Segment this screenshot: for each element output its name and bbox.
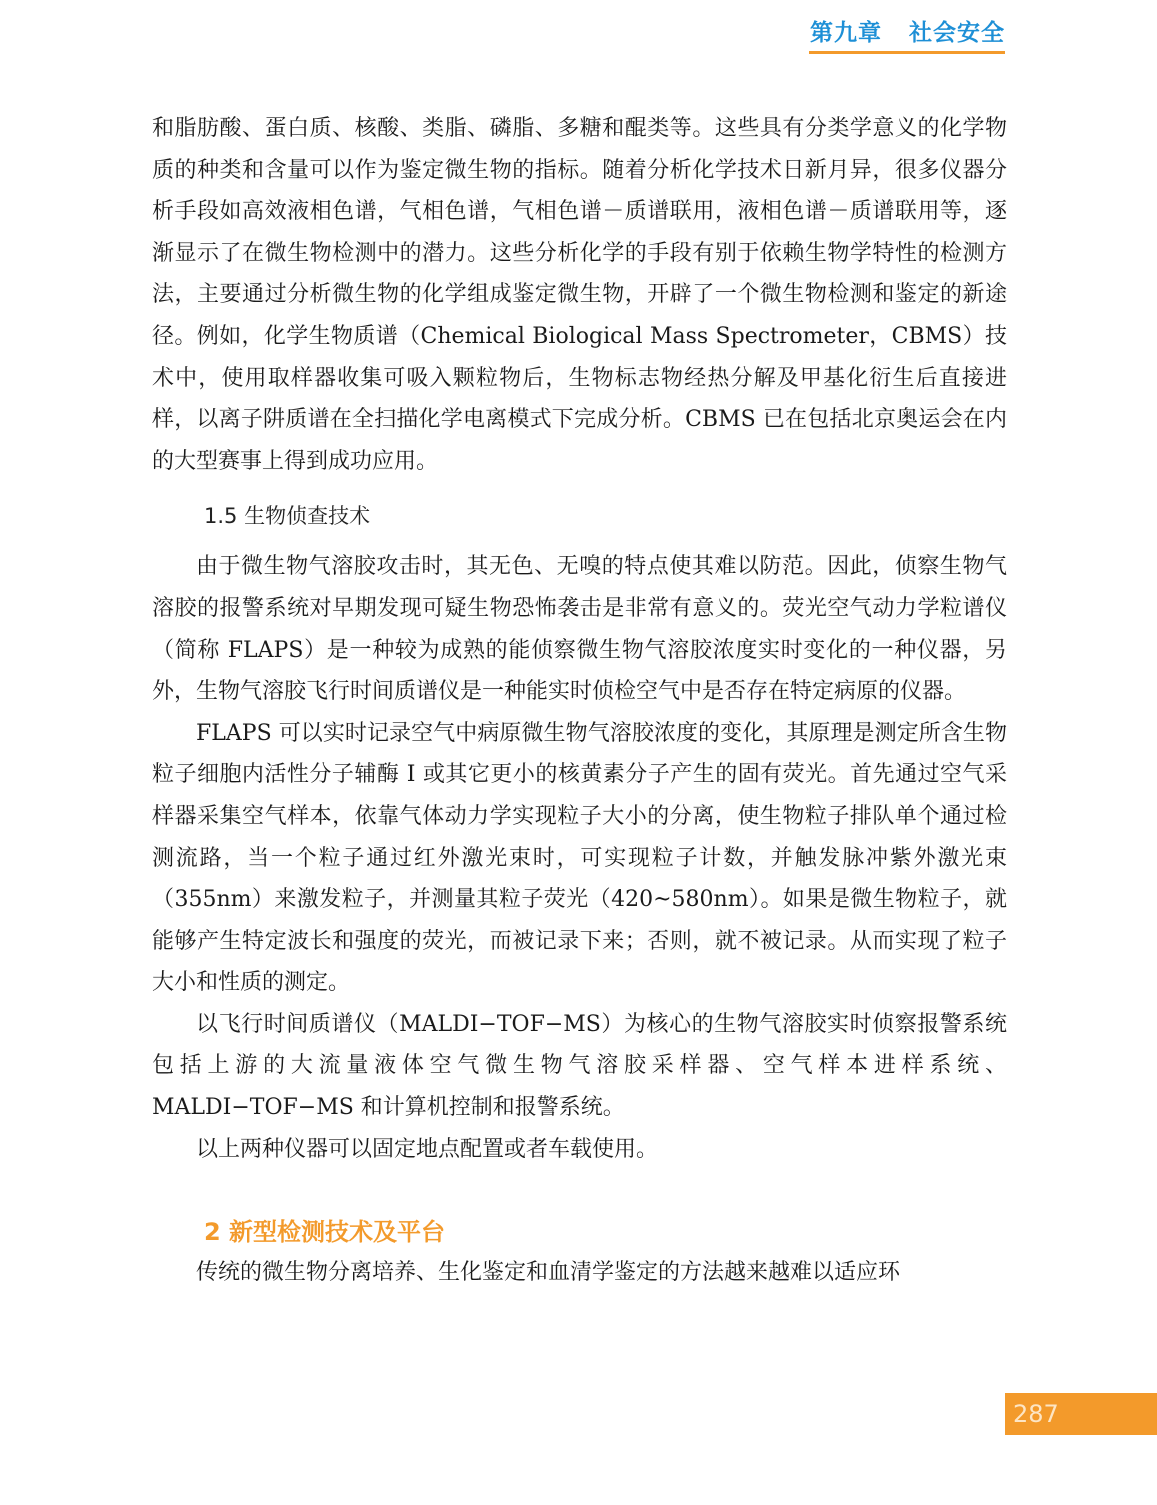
paragraph-bio-detection: 由于微生物气溶胶攻击时，其无色、无嗅的特点使其难以防范。因此，侦察生物气溶胶的报警系统对早期发现可疑生物恐怖袭击是非常有意义的。荧光空气动力学粒谱仪（简称 FLAPS）是一种较为成熟的能侦察微生物气溶胶浓度实时变化的一种仪器，另外，生物气溶胶飞行时间质谱仪是一种能实时侦检空气中是否存在特定病原的仪器。 bbox=[152, 554, 1007, 705]
chapter-number: 第九章 bbox=[809, 20, 882, 46]
subsection-heading: 1.5 生物侦查技术 bbox=[204, 504, 371, 529]
page-body bbox=[152, 108, 1007, 1294]
paragraph-deployment: 以上两种仪器可以固定地点配置或者车载使用。 bbox=[196, 1136, 659, 1162]
header-underline bbox=[809, 51, 1005, 54]
paragraph-new-section: 传统的微生物分离培养、生化鉴定和血清学鉴定的方法越来越难以适应环 bbox=[196, 1260, 901, 1286]
section-heading: 2 新型检测技术及平台 bbox=[204, 1218, 446, 1247]
chapter-header-title bbox=[809, 14, 1005, 47]
chapter-title: 社会安全 bbox=[909, 20, 1005, 46]
page-number-tab: 287 bbox=[1005, 1393, 1157, 1435]
paragraph-continued: 和脂肪酸、蛋白质、核酸、类脂、磷脂、多糖和醌类等。这些具有分类学意义的化学物质的种类和含量可以作为鉴定微生物的指标。随着分析化学技术日新月异，很多仪器分析手段如高效液相色谱，气相色谱，气相色谱－质谱联用，液相色谱－质谱联用等，逐渐显示了在微生物检测中的潜力。这些分析化学的手段有别于依赖生物学特性的检测方法，主要通过分析微生物的化学组成鉴定微生物，开辟了一个微生物检测和鉴定的新途径。例如，化学生物质谱（Chemical Biological Mass Spectrometer，CBMS）技术中，使用取样器收集可吸入颗粒物后，生物标志物经热分解及甲基化衍生后直接进样，以离子阱质谱在全扫描化学电离模式下完成分析。CBMS 已在包括北京奥运会在内的大型赛事上得到成功应用。 bbox=[152, 116, 1007, 474]
paragraph-maldi-tof: 以飞行时间质谱仪（MALDI−TOF−MS）为核心的生物气溶胶实时侦察报警系统包括上游的大流量液体空气微生物气溶胶采样器、空气样本进样系统、MALDI−TOF−MS 和计算机控制和报警系统。 bbox=[152, 1011, 1007, 1121]
paragraph-flaps: FLAPS 可以实时记录空气中病原微生物气溶胶浓度的变化，其原理是测定所含生物粒子细胞内活性分子辅酶 I 或其它更小的核黄素分子产生的固有荧光。首先通过空气采样器采集空气样本，依靠气体动力学实现粒子大小的分离，使生物粒子排队单个通过检测流路，当一个粒子通过红外激光束时，可实现粒子计数，并触发脉冲紫外激光束（355nm）来激发粒子，并测量其粒子荧光（420~580nm）。如果是微生物粒子，就能够产生特定波长和强度的荧光，而被记录下来；否则，就不被记录。从而实现了粒子大小和性质的测定。 bbox=[152, 720, 1007, 996]
running-header bbox=[809, 14, 1005, 54]
